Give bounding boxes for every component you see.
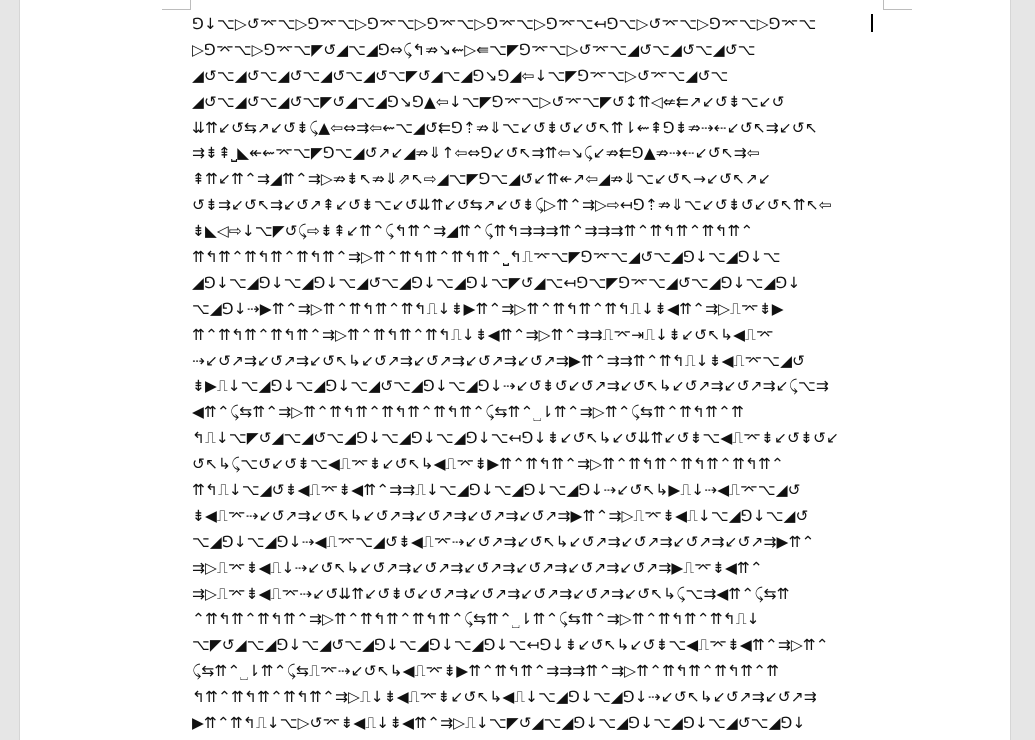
text-line: ⇊⇈↙↺⇆↗↙↺⇟⤹▲⇦⇔⇉⇦⇜⌥◢↺⇇⅁⇡⇏⇓⌥↙↺⇟↺↙↺↖⇈⇂⇜⇞⅁⇟⇏⇢⇠↙↺↖⇉↙↺↖ [192, 118, 818, 137]
text-line: ⇈↰⇈⌃⇈↰⇈⌃⇈↰⇈⌃⇉▷⇈⌃⇈↰⇈⌃⇈↰⇈⌃⎵↰⎍⌤⌥◤⅁⌤⌥◢↺⌥◢⅁↓⌥◢⅁↓⌥ [192, 248, 781, 267]
text-line: ⌥◤↺◢⌥◢⅁↓⌥◢↺⌥◢⅁↓⌥◢⅁↓⌥◢⅁↓⌥↤⅁↓⇟↙↺↖↳↙↺⇟⌥◀⎍⌤⇟◀⇈⌃⇉▷⇈⌃ [192, 636, 829, 655]
text-line: ⇟◣◁⇨↓⌥◤↺⤹⇨⇟⇞↙⇈⌃⤹↰⇈⌃⇉◢⇈⌃⤹⇈↰⇉⇉⇉⇈⌃⇉⇉⇉⇈⌃⇈↰⇈⌃⇈↰⇈⌃ [192, 222, 754, 241]
margin-corner-mark-left [162, 0, 191, 10]
text-line: ⇈↰⎍↓⌥◢↺⇟◀⎍⌤⇟◀⇈⌃⇉⇉⎍↓⌥◢⅁↓⌥◢⅁↓⌥◢⅁↓⇢↙↺↖↳▶⎍↓⇢◀⎍⌤⌥◢↺ [192, 481, 801, 500]
text-line: ↺↖↳⤹⌥↺↙↺⇟⌥◀⎍⌤⇟↙↺↖↳◀⎍⌤⇟▶⇈⌃⇈↰⇈⌃⇉▷⇈⌃⇈↰⇈⌃⇈↰⇈⌃⇈↰⇈⌃ [192, 455, 785, 474]
text-line: ⇢↙↺↗⇉↙↺↗⇉↙↺↖↳↙↺↗⇉↙↺↗⇉↙↺↗⇉↙↺↗⇉▶⇈⌃⇉⇉⇈⌃⇈↰⎍↓⇟◀⎍⌤⌥◢↺ [192, 351, 806, 370]
text-line: ⇟▶⎍↓⌥◢⅁↓⌥◢⅁↓⌥◢↺⌥◢⅁↓⌥◢⅁↓⇢↙↺⇟↺↙↺↗⇉↙↺↖↳↙↺↗⇉↙↺↗⇉↙⤹⌥⇉ [192, 377, 829, 396]
document-page[interactable] [20, 0, 1010, 740]
text-line: ⇞⇈↙⇈⌃⇉◢⇈⌃⇉▷⇏⇟↖⇏⇓⇗↖⇨◢⌥◤⅁⌥◢↺↙⇈↞↗⇦◢⇏⇓⌥↙↺↖→↙↺↖↗↙ [192, 170, 772, 189]
text-line: ⇈⌃⇈↰⇈⌃⇈↰⇈⌃⇉▷⇈⌃⇈↰⇈⌃⇈↰⎍↓⇟◀⇈⌃⇉▷⇈⌃⇉⇉⎍⌤⇥⎍↓⇟↙↺↖↳◀⎍⌤ [192, 325, 774, 344]
text-line: ◀⇈⌃⤹⇆⇈⌃⇉▷⇈⌃⇈↰⇈⌃⇈↰⇈⌃⇈↰⇈⌃⤹⇆⇈⌃⎵⇂⇈⌃⇉▷⇈⌃⤹⇆⇈⌃⇈↰⇈⌃⇈ [192, 403, 744, 422]
margin-corner-mark-right [883, 0, 912, 10]
text-line: ↰⇈⌃⇈↰⇈⌃⇈↰⇈⌃⇉▷⎍↓⇟◀⎍⌤⇟↙↺↖↳◀⎍↓⌥◢⅁↓⌥◢⅁↓⇢↙↺↖↳↙↺↗⇉↙↺↗⇉ [192, 688, 817, 707]
text-line: ⌃⇈↰⇈⌃⇈↰⇈⌃⇉▷⇈⌃⇈↰⇈⌃⇈↰⇈⌃⤹⇆⇈⌃⎵⇂⇈⌃⤹⇆⇈⌃⇉▷⇈⌃⇈↰⇈⌃⇈↰⎍↓ [192, 610, 760, 629]
text-line: ▷⅁⌤⌥▷⅁⌤⌥◤↺◢⌥◢⅁⇔⤹↰⇏↘⇜▷⇚⌥◤⅁⌤⌥▷↺⌤⌥◢↺⌥◢↺⌥◢↺⌥ [192, 40, 756, 59]
document-body[interactable] [192, 12, 882, 737]
text-line: ⇉⇟⇞⎵◣↞⇜⌤⌥◤⅁⌥◢↺↗↙◢⇏⇓↑⇦⇔⅁↙↺↖⇉⇈⇦↘⤹↙⇏⇇⅁▲⇏⇢⇠↙↺↖⇉⇦ [192, 144, 760, 163]
text-line: ◢↺⌥◢↺⌥◢↺⌥◢↺⌥◢↺⌥◤↺◢⌥◢⅁↘⅁◢⇦↓⌥◤⅁⌤⌥▷↺⌤⌥◢↺⌥ [192, 66, 729, 85]
text-line: ⇉▷⎍⌤⇟◀⎍⌤⇢↙↺⇊⇈↙↺⇟↺↙↺↗⇉↙↺↗⇉↙↺↗⇉↙↺↗⇉↙↺↖↳⤹⌥⇉◀⇈⌃⤹⇆⇈ [192, 584, 790, 603]
text-line: ↰⎍↓⌥◤↺◢⌥◢↺⌥◢⅁↓⌥◢⅁↓⌥◢⅁↓⌥↤⅁↓⇟↙↺↖↳↙↺⇊⇈↙↺⇟⌥◀⎍⌤⇟↙↺⇟↺↙ [192, 429, 839, 448]
text-line: ⌥◢⅁↓⇢▶⇈⌃⇉▷⇈⌃⇈↰⇈⌃⇈↰⎍↓⇟▶⇈⌃⇉▷⇈⌃⇈↰⇈⌃⇈↰⎍↓⇟◀⇈⌃⇉▷⎍⌤⇟▶ [192, 299, 784, 318]
text-line: ⅁↓⌥▷↺⌤⌥▷⅁⌤⌥▷⅁⌤⌥▷⅁⌤⌥▷⅁⌤⌥▷⅁⌤⌥↤⅁⌥▷↺⌤⌥▷⅁⌤⌥▷⅁⌤⌥ [192, 15, 817, 33]
text-line: ◢⅁↓⌥◢⅁↓⌥◢⅁↓⌥◢↺⌥◢⅁↓⌥◢⅁↓⌥◤↺◢⌥↤⅁⌥◤⅁⌤⌥◢↺⌥◢⅁↓⌥◢⅁↓ [192, 273, 801, 292]
text-line: ⤹⇆⇈⌃⎵⇂⇈⌃⤹⇆⎍⌤⇢↙↺↖↳◀⎍⌤⇟▶⇈⌃⇈↰⇈⌃⇉⇉⇉⇈⌃⇉▷⇈⌃⇈↰⇈⌃⇈↰⇈⌃⇈ [192, 662, 780, 681]
text-line: ⌥◢⅁↓⌥◢⅁↓⇢◀⎍⌤⌥◢↺⇟◀⎍⌤⇢↙↺↗⇉↙↺↖↳↙↺↗⇉↙↺↗⇉↙↺↗⇉↙↺↗⇉▶⇈⌃ [192, 532, 815, 551]
text-line: ▶⇈⌃⇈↰⎍↓⌥▷↺⌤⇟◀⎍↓⇟◀⇈⌃⇉▷⎍↓⌥◤↺◢⌥◢⅁↓⌥◢⅁↓⌥◢⅁↓⌥◢↺⌥◢⅁↓ [192, 714, 806, 733]
text-line: ↺⇟⇉↙↺↖⇉↙↺↗⇞↙↺⇟⌥↙↺⇊⇈↙↺⇆↗↙↺⇟⤹▷⇈⌃⇉▷⇨↤⅁⇡⇏⇓⌥↙↺⇟↺↙↺↖⇈↖⇦ [192, 196, 832, 215]
text-line: ⇉▷⎍⌤⇟◀⎍↓⇢↙↺↖↳↙↺↗⇉↙↺↗⇉↙↺↗⇉↙↺↗⇉↙↺↗⇉↙↺↗⇉▶⎍⌤⇟◀⇈⌃ [192, 558, 763, 577]
text-line: ⇟◀⎍⌤⇢↙↺↗⇉↙↺↖↳↙↺↗⇉↙↺↗⇉↙↺↗⇉↙↺↗⇉▶⇈⌃⇉▷⎍⌤⇟◀⎍↓⌥◢⅁↓⌥◢↺ [192, 506, 809, 525]
text-cursor [871, 14, 873, 32]
text-line: ◢↺⌥◢↺⌥◢↺⌥◤↺◢⌥◢⅁↘⅁▲⇦↓⌥◤⅁⌤⌥▷↺⌤⌥◤↺↕⇈◁⇍⇇↗↙↺⇟⌥↙↺ [192, 92, 785, 111]
